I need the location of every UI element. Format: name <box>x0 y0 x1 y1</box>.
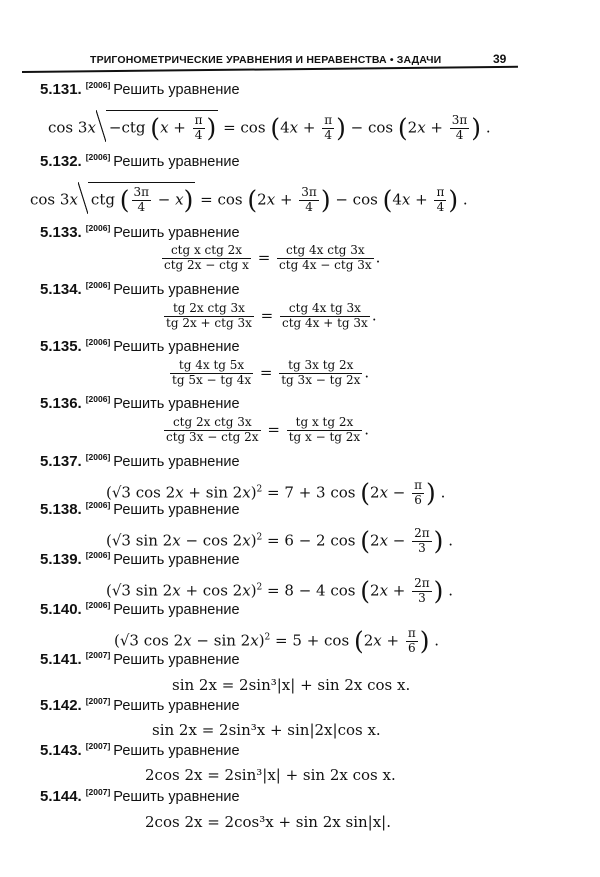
fraction-numerator: ctg 2x ctg 3x <box>164 416 261 431</box>
problem-number: 5.139. <box>40 551 82 568</box>
fraction-denominator: tg 2x + ctg 3x <box>166 315 252 330</box>
problem-5-143 <box>40 742 240 759</box>
fraction-numerator: tg 3x tg 2x <box>279 359 362 374</box>
problem-year: [2007] <box>85 787 111 797</box>
problem-number: 5.135. <box>40 338 82 355</box>
equation-5-132: cos 3x ctg ( $\frac{3\pi}{4}$ − x) = cos (2x + $\frac{3\pi}{4}$ ) − cos (4x + $\frac{\pi}{4}$ ) . <box>30 182 468 215</box>
problem-5-137 <box>40 453 240 470</box>
problem-year: [2006] <box>85 452 111 462</box>
problem-number: 5.131. <box>40 81 82 98</box>
problem-year: [2006] <box>85 280 111 290</box>
fraction-numerator: tg x tg 2x <box>287 416 363 431</box>
problem-5-141 <box>40 651 240 668</box>
problem-5-134 <box>40 281 240 298</box>
problem-5-138 <box>40 501 240 518</box>
problem-task: Решить уравнение <box>113 225 240 241</box>
fraction-numerator: ctg 4x ctg 3x <box>277 244 374 259</box>
fraction-denominator: ctg 4x − ctg 3x <box>279 257 372 272</box>
problem-year: [2007] <box>85 741 111 751</box>
problem-year: [2006] <box>85 223 111 233</box>
equation-5-144: 2cos 2x = 2cos³x + sin 2x sin|x|. <box>145 813 391 831</box>
equation-5-133: $\frac{\text{ctg x ctg 2x}}{\text{ctg 2x − ctg x}}$ = $\frac{\text{ctg 4x ctg 3x}}{\text{ctg 4x − ctg 3x}}$ . <box>164 243 381 272</box>
problem-task: Решить уравнение <box>113 698 240 714</box>
fraction-denominator: tg x − tg 2x <box>288 429 361 444</box>
fraction-denominator: ctg 4x + tg 3x <box>281 315 368 330</box>
problem-task: Решить уравнение <box>113 502 240 518</box>
problem-year: [2006] <box>85 600 111 610</box>
equation-5-138: (√3 sin 2x − cos 2x)$^2$ = 6 − 2 cos (2x − $\frac{2\pi}{3}$ ) . <box>106 526 453 556</box>
problem-year: [2007] <box>85 696 111 706</box>
problem-5-144 <box>40 788 240 805</box>
problem-number: 5.142. <box>40 697 82 714</box>
problem-year: [2007] <box>85 650 111 660</box>
equation-5-136: $\frac{\text{ctg 2x ctg 3x}}{\text{ctg 3x − ctg 2x}}$ = $\frac{\text{tg x tg 2x}}{\text{tg x − tg 2x}}$ . <box>166 415 369 444</box>
problem-number: 5.141. <box>40 651 82 668</box>
running-header: ТРИГОНОМЕТРИЧЕСКИЕ УРАВНЕНИЯ И НЕРАВЕНСТВА • ЗАДАЧИ <box>90 54 442 66</box>
fraction-numerator: tg 4x tg 5x <box>170 359 253 374</box>
problem-5-131 <box>40 81 240 98</box>
equation-5-143: 2cos 2x = 2sin³|x| + sin 2x cos x. <box>145 766 396 784</box>
problem-task: Решить уравнение <box>113 743 240 759</box>
fraction-denominator: ctg 3x − ctg 2x <box>166 429 259 444</box>
problem-year: [2006] <box>85 394 111 404</box>
problem-task: Решить уравнение <box>113 652 240 668</box>
equation-5-131: cos 3x −ctg (x + $\frac{\pi}{4}$ ) = cos (4x + $\frac{\pi}{4}$ ) − cos (2x + $\frac{3\pi}{4}$ ) . <box>48 110 491 143</box>
fraction-numerator: tg 2x ctg 3x <box>164 302 254 317</box>
equation-5-142: sin 2x = 2sin³x + sin|2x|cos x. <box>152 721 381 739</box>
problem-task: Решить уравнение <box>113 282 240 298</box>
fraction-numerator: ctg x ctg 2x <box>162 244 251 259</box>
problem-task: Решить уравнение <box>113 396 240 412</box>
problem-number: 5.133. <box>40 224 82 241</box>
problem-number: 5.136. <box>40 395 82 412</box>
problem-5-136 <box>40 395 240 412</box>
equation-5-140: (√3 cos 2x − sin 2x)$^2$ = 5 + cos (2x + $\frac{\pi}{6}$ ) . <box>114 626 440 656</box>
fraction-denominator: ctg 2x − ctg x <box>164 257 249 272</box>
fraction-denominator: tg 5x − tg 4x <box>172 372 252 387</box>
problem-year: [2006] <box>85 550 111 560</box>
problem-number: 5.132. <box>40 153 82 170</box>
equation-5-137: (√3 cos 2x + sin 2x)$^2$ = 7 + 3 cos (2x − $\frac{\pi}{6}$ ) . <box>106 478 446 508</box>
problem-5-142 <box>40 697 240 714</box>
problem-year: [2006] <box>85 152 111 162</box>
problem-number: 5.138. <box>40 501 82 518</box>
fraction-numerator: ctg 4x tg 3x <box>280 302 370 317</box>
problem-task: Решить уравнение <box>113 454 240 470</box>
problem-number: 5.140. <box>40 601 82 618</box>
problem-number: 5.137. <box>40 453 82 470</box>
problem-5-132 <box>40 153 240 170</box>
problem-task: Решить уравнение <box>113 82 240 98</box>
problem-5-133 <box>40 224 240 241</box>
page-number: 39 <box>493 52 507 66</box>
equation-5-141: sin 2x = 2sin³|x| + sin 2x cos x. <box>172 676 411 694</box>
problem-5-139 <box>40 551 240 568</box>
header-rule <box>22 66 518 73</box>
problem-number: 5.134. <box>40 281 82 298</box>
problem-year: [2006] <box>85 500 111 510</box>
problem-task: Решить уравнение <box>113 789 240 805</box>
problem-year: [2006] <box>85 80 111 90</box>
problem-task: Решить уравнение <box>113 154 240 170</box>
equation-5-135: $\frac{\text{tg 4x tg 5x}}{tg 5x - tg 4x}$ = $\frac{\text{tg 3x tg 2x}}{tg 3x - tg 2x}$ . <box>172 358 370 387</box>
problem-task: Решить уравнение <box>113 552 240 568</box>
problem-task: Решить уравнение <box>113 339 240 355</box>
problem-5-140 <box>40 601 240 618</box>
equation-5-134: $\frac{\text{tg 2x ctg 3x}}{\text{tg 2x + ctg 3x}}$ = $\frac{\text{ctg 4x tg 3x}}{\text{ctg 4x + tg 3x}}$ . <box>166 301 377 330</box>
fraction-denominator: tg 3x − tg 2x <box>281 372 361 387</box>
problem-5-135 <box>40 338 240 355</box>
equation-5-139: (√3 sin 2x + cos 2x)$^2$ = 8 − 4 cos (2x + $\frac{2\pi}{3}$ ) . <box>106 576 453 606</box>
problem-task: Решить уравнение <box>113 602 240 618</box>
problem-number: 5.143. <box>40 742 82 759</box>
problem-number: 5.144. <box>40 788 82 805</box>
problem-year: [2006] <box>85 337 111 347</box>
